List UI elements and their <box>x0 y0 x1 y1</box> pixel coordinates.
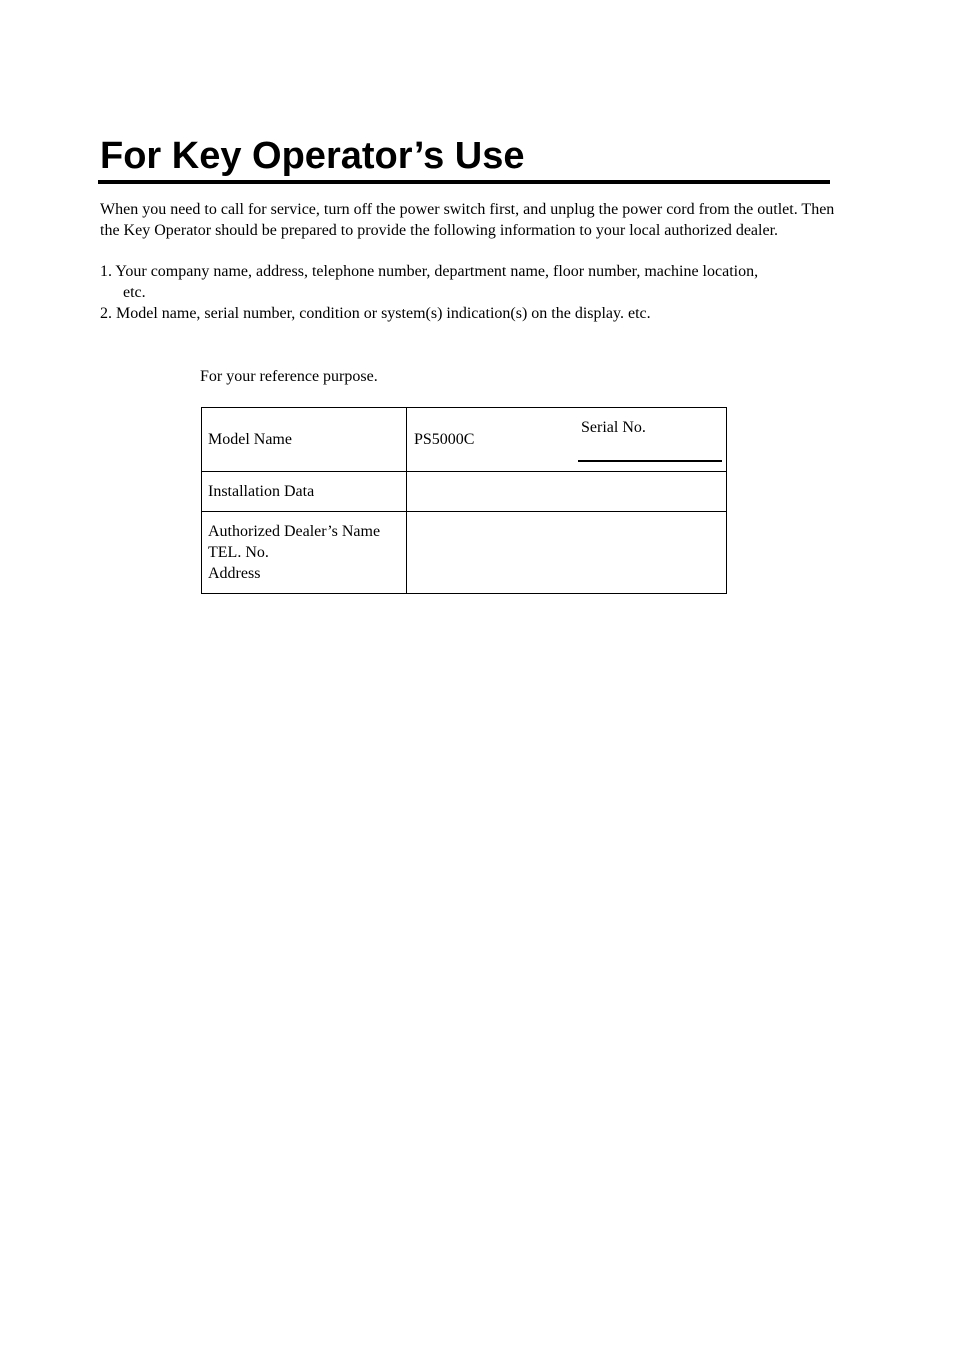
serial-no-label: Serial No. <box>581 419 646 436</box>
reference-note: For your reference purpose. <box>200 368 378 385</box>
info-item-1-continuation: etc. <box>123 284 146 301</box>
dealer-info-value-cell <box>407 512 727 594</box>
dealer-name-label: Authorized Dealer’s Name <box>208 523 381 540</box>
reference-table <box>201 407 727 594</box>
info-item-2: 2. Model name, serial number, condition or system(s) indication(s) on the display. etc. <box>100 305 651 322</box>
intro-paragraph: When you need to call for service, turn off the power switch first, and unplug the power cord from the outlet. Then the Key Operator should be prepared to provide the following information to your local authorized dealer. <box>100 201 835 239</box>
table-row-dealer <box>202 512 727 594</box>
page-title: For Key Operator’s Use <box>100 135 525 177</box>
installation-data-value-cell <box>407 472 727 512</box>
model-name-cell <box>407 408 727 472</box>
info-item-1: 1. Your company name, address, telephone number, department name, floor number, machine location, <box>100 263 759 280</box>
title-underline <box>98 180 830 184</box>
model-name-label: Model Name <box>202 408 407 472</box>
table-row-model <box>202 408 727 472</box>
tel-no-label: TEL. No. <box>208 544 269 561</box>
dealer-labels-cell <box>202 512 407 594</box>
installation-data-label: Installation Data <box>202 472 407 512</box>
table-row-installation <box>202 472 727 512</box>
model-name-value: PS5000C <box>414 431 475 448</box>
serial-no-line <box>578 460 722 462</box>
address-label: Address <box>208 565 261 582</box>
